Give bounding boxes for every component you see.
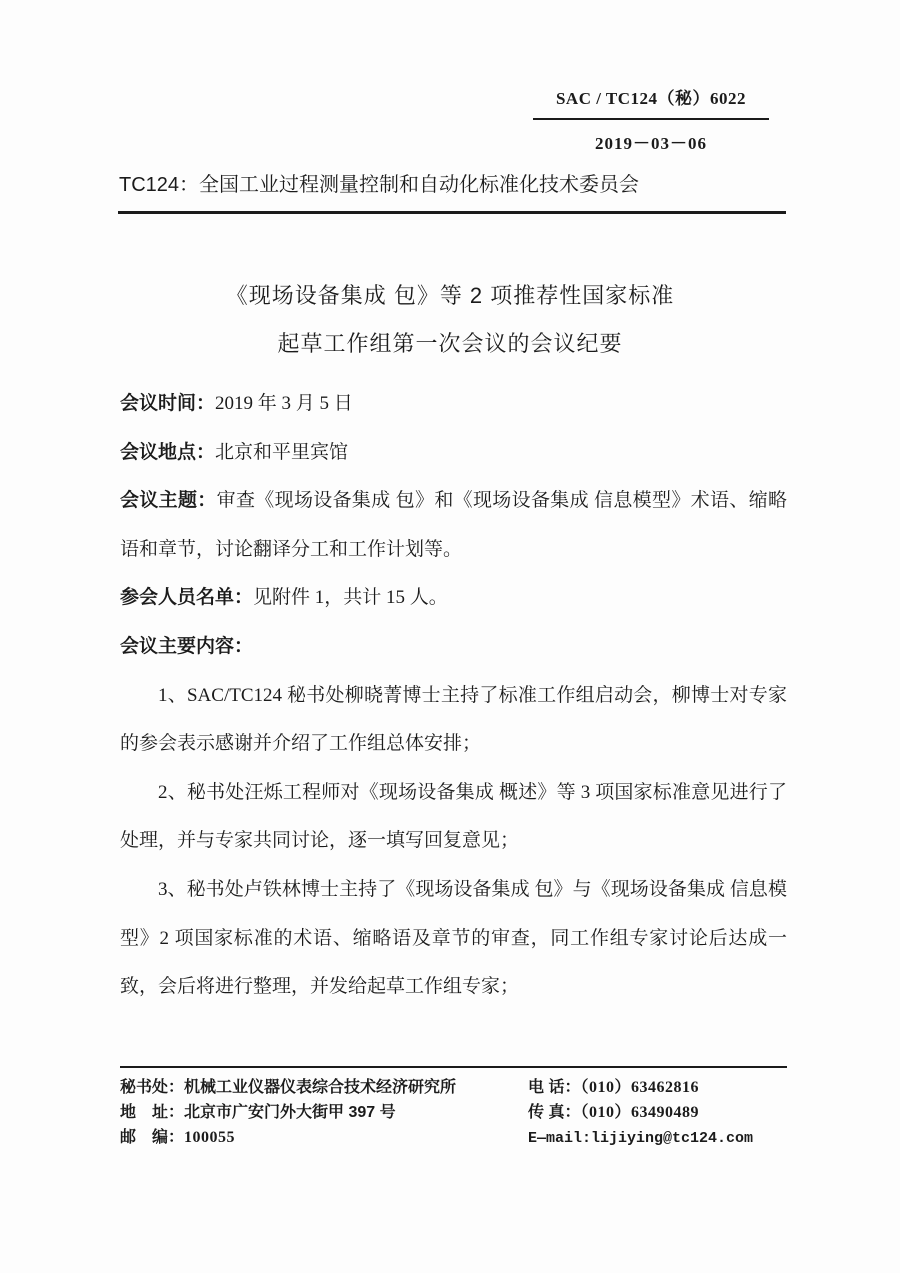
footer-left-column: [120, 1075, 528, 1151]
meta-row-subject: [120, 477, 787, 574]
footer-label: 秘书处：: [120, 1079, 185, 1096]
meta-label: 参会人员名单：: [120, 587, 254, 609]
footer-label: 地 址：: [120, 1104, 185, 1121]
meta-row-main-content: [120, 623, 787, 672]
footer-row-secretariat: [120, 1075, 528, 1100]
footer-row-fax: [528, 1100, 787, 1125]
footer-value: lijiying@tc124.com: [591, 1130, 754, 1147]
meta-label: 会议地点：: [120, 441, 216, 463]
doc-number: SAC / TC124（秘）6022: [533, 84, 769, 120]
meta-label: 会议时间：: [120, 393, 216, 414]
footer-label: 电 话：: [528, 1079, 581, 1096]
footer-value: （010）63462816: [580, 1079, 699, 1096]
footer-value: （010）63490489: [580, 1104, 699, 1121]
footer-row-phone: [528, 1075, 787, 1100]
content-item-2: 2、秘书处汪烁工程师对《现场设备集成 概述》等 3 项国家标准意见进行了处理，并与专家共同讨论，逐一填写回复意见；: [120, 781, 787, 852]
committee-name: TC124：全国工业过程测量控制和自动化标准化技术委员会: [119, 174, 640, 196]
footer-value: 100055: [184, 1129, 236, 1146]
footer-row-zipcode: [120, 1125, 528, 1150]
doc-title-line1: 《现场设备集成 包》等 2 项推荐性国家标准: [225, 283, 675, 308]
meta-row-place: [120, 429, 787, 478]
doc-title: [0, 272, 900, 368]
meta-label: 会议主题：: [120, 490, 217, 512]
header-rule: [118, 211, 786, 214]
meta-label: 会议主要内容：: [120, 635, 254, 657]
meta-value: 北京和平里宾馆: [215, 441, 349, 463]
meta-value: 见附件 1，共计 15 人。: [253, 587, 448, 609]
content-item-3: 3、秘书处卢铁林博士主持了《现场设备集成 包》与《现场设备集成 信息模型》2 项国家标准的术语、缩略语及章节的审查，同工作组专家讨论后达成一致，会后将进行整理，并发给起草工作组专家；: [120, 878, 787, 998]
footer-row-address: [120, 1100, 528, 1125]
doc-date: 2019－03－06: [595, 134, 707, 153]
meta-row-time: [120, 380, 787, 429]
content-item-1: 1、SAC/TC124 秘书处柳晓菁博士主持了标准工作组启动会，柳博士对专家的参会表示感谢并介绍了工作组总体安排；: [120, 684, 787, 755]
doc-title-line2: 起草工作组第一次会议的会议纪要: [277, 331, 623, 356]
document-body: [120, 380, 787, 1012]
meta-value: 审查《现场设备集成 包》和《现场设备集成 信息模型》术语、缩略语和章节，讨论翻译分工和工作计划等。: [120, 490, 787, 560]
footer-label: E—mail:: [528, 1130, 592, 1147]
footer-label: 邮 编：: [120, 1129, 185, 1146]
document-footer: [120, 1066, 787, 1151]
footer-label: 传 真：: [528, 1104, 581, 1121]
footer-row-email: [528, 1125, 787, 1151]
footer-right-column: [528, 1075, 787, 1151]
doc-number-block: [533, 84, 769, 154]
meta-row-attendees: [120, 574, 787, 623]
footer-value: 北京市广安门外大街甲 397 号: [184, 1104, 396, 1121]
footer-value: 机械工业仪器仪表综合技术经济研究所: [184, 1079, 457, 1096]
meta-value: 2019 年 3 月 5 日: [215, 393, 353, 414]
